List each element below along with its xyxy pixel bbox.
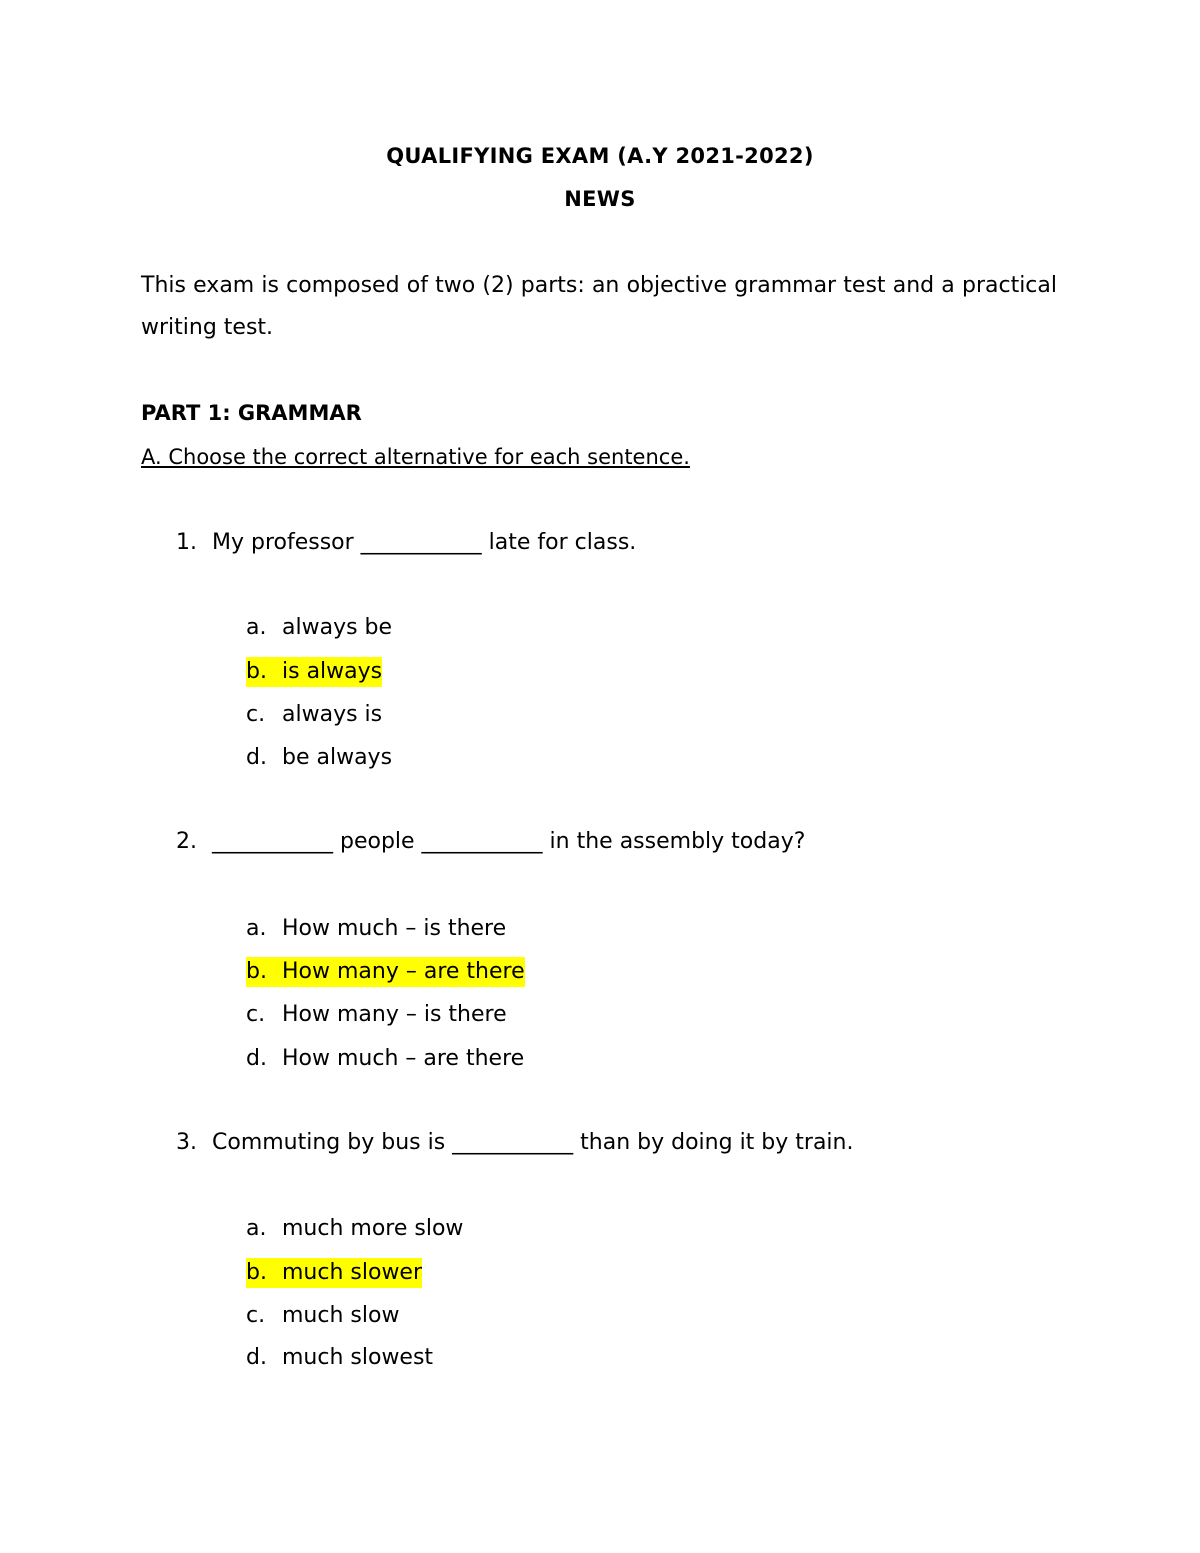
- option-3a: [246, 1214, 463, 1244]
- part-instruction: A. Choose the correct alternative for each sentence.: [141, 445, 690, 469]
- question-number: 1.: [176, 530, 197, 555]
- option-letter: b.: [246, 959, 267, 984]
- option-3d: [246, 1343, 433, 1373]
- option-text: much slow: [282, 1303, 400, 1328]
- option-letter: b.: [246, 659, 267, 684]
- question-3: [176, 1130, 853, 1155]
- option-text: be always: [282, 745, 393, 770]
- option-letter: d.: [246, 1046, 267, 1071]
- option-2a: [246, 914, 506, 944]
- option-1d: [246, 743, 392, 773]
- option-letter: a.: [246, 916, 267, 941]
- option-2c: [246, 1000, 507, 1030]
- option-text: How many – are there: [282, 959, 525, 984]
- option-text: much more slow: [282, 1216, 464, 1241]
- option-letter: d.: [246, 745, 267, 770]
- question-text: ___________ people ___________ in the assembly today?: [212, 829, 806, 854]
- option-letter: a.: [246, 1216, 267, 1241]
- question-1: [176, 530, 636, 555]
- part-heading: PART 1: GRAMMAR: [141, 401, 362, 425]
- question-text: Commuting by bus is ___________ than by doing it by train.: [212, 1130, 854, 1155]
- option-2b-highlighted: [246, 957, 525, 987]
- exam-title: QUALIFYING EXAM (A.Y 2021-2022): [386, 144, 814, 168]
- option-letter: a.: [246, 615, 267, 640]
- option-text: much slowest: [282, 1345, 434, 1370]
- option-text: How much – is there: [282, 916, 507, 941]
- option-text: How many – is there: [282, 1002, 507, 1027]
- question-2: [176, 829, 805, 854]
- option-letter: c.: [246, 1303, 266, 1328]
- option-text: always be: [282, 615, 393, 640]
- question-number: 3.: [176, 1130, 197, 1155]
- option-1c: [246, 700, 382, 730]
- option-1b-highlighted: [246, 657, 382, 687]
- option-3b-highlighted: [246, 1258, 422, 1288]
- option-letter: c.: [246, 702, 266, 727]
- option-1a: [246, 613, 392, 643]
- question-number: 2.: [176, 829, 197, 854]
- option-letter: c.: [246, 1002, 266, 1027]
- option-text: always is: [282, 702, 383, 727]
- intro-paragraph: This exam is composed of two (2) parts: an objective grammar test and a practical writing test.: [141, 273, 1057, 340]
- option-text: How much – are there: [282, 1046, 525, 1071]
- question-text: My professor ___________ late for class.: [212, 530, 637, 555]
- option-text: is always: [282, 659, 383, 684]
- option-letter: d.: [246, 1345, 267, 1370]
- option-2d: [246, 1044, 524, 1074]
- option-text: much slower: [282, 1260, 423, 1285]
- exam-subtitle: NEWS: [564, 187, 636, 211]
- option-letter: b.: [246, 1260, 267, 1285]
- option-3c: [246, 1301, 399, 1331]
